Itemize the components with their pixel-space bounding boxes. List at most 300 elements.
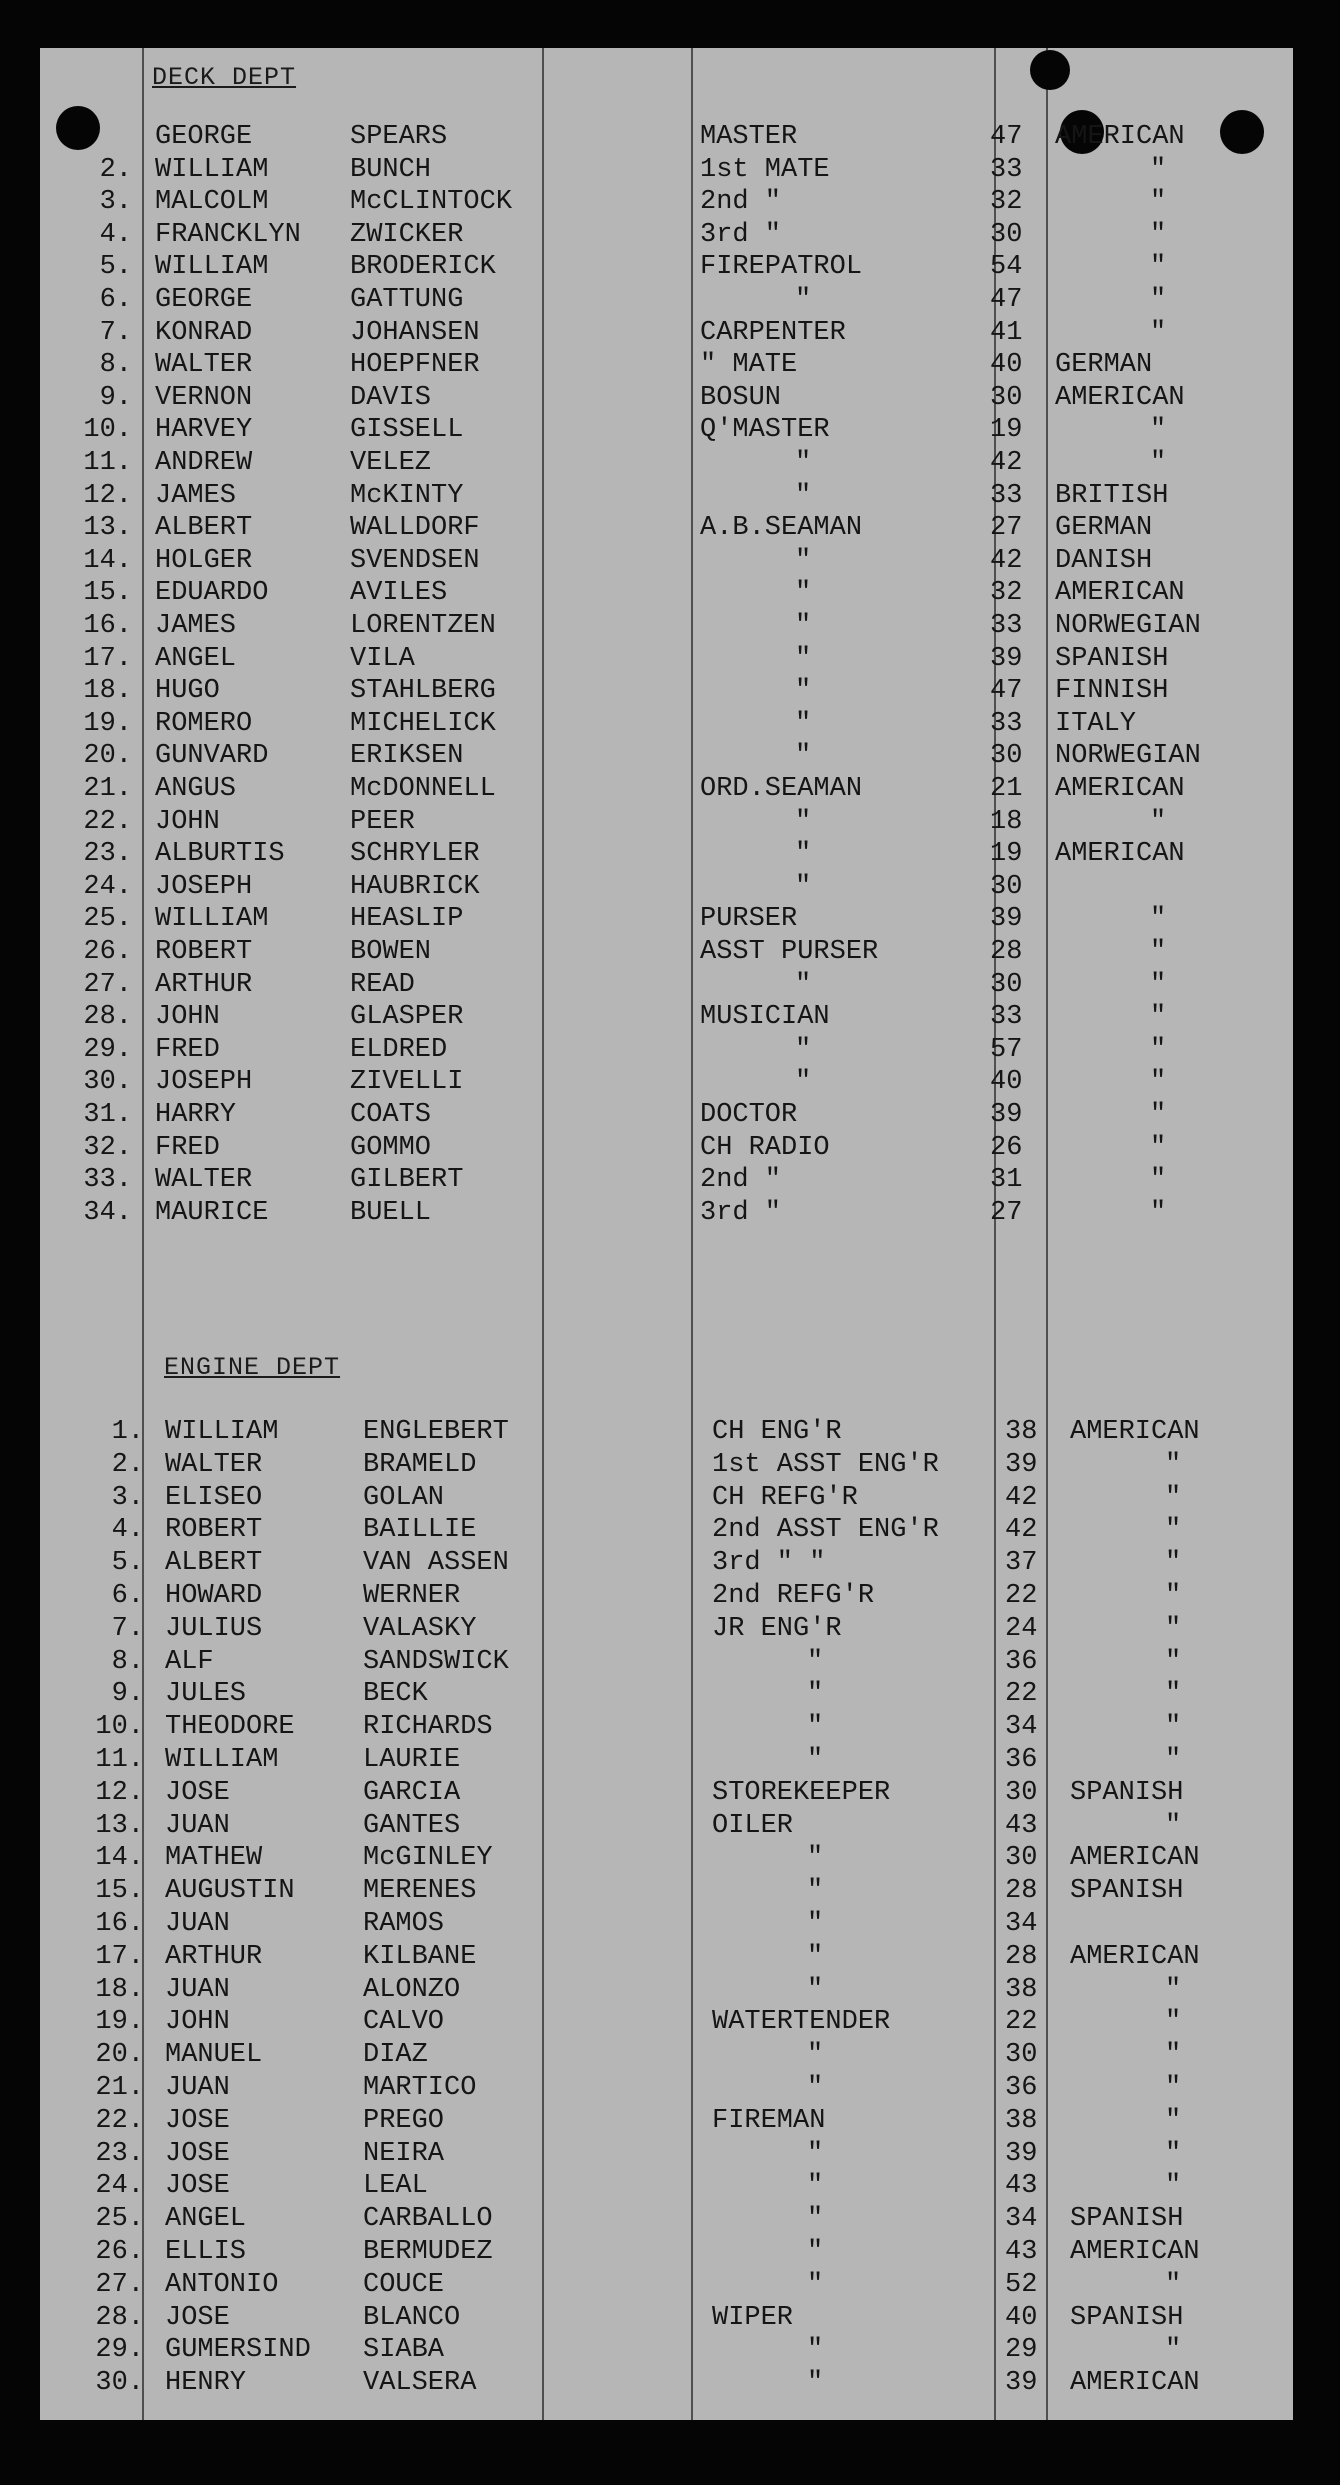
age: 39 xyxy=(1005,2138,1038,2169)
last-name: KILBANE xyxy=(363,1941,477,1972)
age: 33 xyxy=(990,611,1023,641)
last-name: McDONNELL xyxy=(350,774,496,804)
first-name: WILLIAM xyxy=(155,154,269,185)
age: 39 xyxy=(1005,2368,1038,2399)
rank: " xyxy=(807,2237,824,2267)
row-number: 5. xyxy=(99,252,132,283)
crew-row xyxy=(40,1066,1293,1099)
row-number: 21. xyxy=(83,774,132,804)
row-number: 30. xyxy=(83,1067,132,1098)
age: 26 xyxy=(990,1132,1023,1163)
first-name: GUMERSIND xyxy=(165,2335,311,2366)
rank: WATERTENDER xyxy=(712,2007,891,2038)
rank: PURSER xyxy=(700,904,798,935)
age: 30 xyxy=(990,219,1023,250)
rank: " xyxy=(807,2269,824,2300)
crew-row xyxy=(40,838,1293,871)
last-name: STAHLBERG xyxy=(350,676,496,707)
crew-row xyxy=(40,349,1293,382)
crew-row xyxy=(40,1842,1293,1875)
age: 43 xyxy=(1005,1810,1038,1841)
first-name: ROBERT xyxy=(165,1515,263,1546)
crew-row xyxy=(40,219,1293,252)
crew-row xyxy=(40,447,1293,480)
rank: " xyxy=(807,1941,824,1972)
age: 34 xyxy=(1005,1712,1038,1743)
crew-row xyxy=(40,675,1293,708)
nationality: " xyxy=(1150,1165,1167,1196)
crew-row xyxy=(40,2334,1293,2367)
age: 43 xyxy=(1005,2237,1038,2267)
first-name: HOWARD xyxy=(165,1581,263,1611)
row-number: 13. xyxy=(95,1810,144,1841)
age: 34 xyxy=(1005,1909,1038,1939)
rank: DOCTOR xyxy=(700,1100,798,1130)
row-number: 32. xyxy=(83,1132,132,1163)
rank: 2nd " xyxy=(700,187,782,218)
nationality: " xyxy=(1165,1515,1182,1546)
row-number: 10. xyxy=(83,415,132,446)
first-name: JOHN xyxy=(165,2007,230,2038)
first-name: MAURICE xyxy=(155,1197,269,1228)
row-number: 10. xyxy=(95,1712,144,1743)
age: 33 xyxy=(990,154,1023,185)
nationality: " xyxy=(1165,1646,1182,1677)
rank: 2nd REFG'R xyxy=(712,1581,875,1611)
first-name: JOSEPH xyxy=(155,871,253,902)
row-number: 25. xyxy=(83,904,132,935)
first-name: JOSE xyxy=(165,2138,230,2169)
row-number: 18. xyxy=(83,676,132,707)
nationality: " xyxy=(1150,969,1167,1000)
row-number: 34. xyxy=(83,1197,132,1228)
last-name: VAN ASSEN xyxy=(363,1548,509,1579)
last-name: SCHRYLER xyxy=(350,839,480,870)
last-name: CALVO xyxy=(363,2007,445,2038)
rank: " xyxy=(807,2040,824,2071)
first-name: JOSE xyxy=(165,2302,230,2333)
rank: " xyxy=(795,871,812,902)
age: 31 xyxy=(990,1165,1023,1196)
nationality: " xyxy=(1150,252,1167,283)
first-name: EDUARDO xyxy=(155,578,269,609)
rank: " xyxy=(807,2073,824,2103)
crew-row xyxy=(40,480,1293,513)
rank: 3rd " " xyxy=(712,1548,826,1579)
last-name: BUNCH xyxy=(350,154,432,185)
crew-row xyxy=(40,1678,1293,1711)
first-name: JUAN xyxy=(165,1810,230,1841)
row-number: 22. xyxy=(95,2105,144,2136)
first-name: WALTER xyxy=(165,1449,263,1480)
age: 38 xyxy=(1005,2105,1038,2136)
last-name: MERENES xyxy=(363,1876,477,1907)
crew-row xyxy=(40,1099,1293,1132)
age: 38 xyxy=(1005,1417,1038,1447)
nationality: " xyxy=(1150,187,1167,218)
age: 40 xyxy=(990,1067,1023,1098)
nationality: NORWEGIAN xyxy=(1055,611,1201,641)
first-name: WILLIAM xyxy=(165,1417,279,1447)
last-name: McGINLEY xyxy=(363,1843,493,1874)
last-name: CARBALLO xyxy=(363,2204,493,2235)
nationality: AMERICAN xyxy=(1055,774,1185,804)
last-name: MICHELICK xyxy=(350,708,496,739)
first-name: MATHEW xyxy=(165,1843,263,1874)
row-number: 9. xyxy=(111,1679,144,1710)
nationality: " xyxy=(1150,219,1167,250)
nationality: " xyxy=(1150,448,1167,478)
first-name: WALTER xyxy=(155,350,253,381)
crew-row xyxy=(40,871,1293,904)
first-name: ANGEL xyxy=(165,2204,247,2235)
rank: " xyxy=(807,1909,824,1939)
age: 42 xyxy=(1005,1515,1038,1546)
last-name: BRAMELD xyxy=(363,1449,477,1480)
row-number: 8. xyxy=(99,350,132,381)
row-number: 18. xyxy=(95,1974,144,2005)
crew-row xyxy=(40,1974,1293,2007)
age: 39 xyxy=(990,1100,1023,1130)
row-number: 33. xyxy=(83,1165,132,1196)
rank: CH REFG'R xyxy=(712,1482,858,1513)
last-name: BECK xyxy=(363,1679,428,1710)
nationality: NORWEGIAN xyxy=(1055,741,1201,772)
row-number: 9. xyxy=(99,382,132,413)
age: 37 xyxy=(1005,1548,1038,1579)
last-name: ELDRED xyxy=(350,1034,448,1065)
rank: 1st MATE xyxy=(700,154,830,185)
row-number: 14. xyxy=(83,545,132,576)
nationality: " xyxy=(1165,1810,1182,1841)
last-name: BRODERICK xyxy=(350,252,496,283)
crew-row xyxy=(40,2302,1293,2335)
rank: CARPENTER xyxy=(700,317,846,348)
first-name: ARTHUR xyxy=(165,1941,263,1972)
nationality: AMERICAN xyxy=(1070,1417,1200,1447)
age: 30 xyxy=(990,382,1023,413)
rank: 2nd " xyxy=(700,1165,782,1196)
crew-row xyxy=(40,284,1293,317)
nationality: " xyxy=(1165,1679,1182,1710)
row-number: 13. xyxy=(83,513,132,544)
age: 33 xyxy=(990,1002,1023,1033)
nationality: " xyxy=(1150,806,1167,837)
age: 22 xyxy=(1005,1679,1038,1710)
crew-row xyxy=(40,969,1293,1002)
nationality: SPANISH xyxy=(1070,2302,1184,2333)
age: 57 xyxy=(990,1034,1023,1065)
nationality: " xyxy=(1150,1002,1167,1033)
nationality: AMERICAN xyxy=(1070,2368,1200,2399)
rank: " xyxy=(795,741,812,772)
nationality: " xyxy=(1150,154,1167,185)
age: 19 xyxy=(990,415,1023,446)
crew-row xyxy=(40,1034,1293,1067)
rank: " xyxy=(807,1974,824,2005)
age: 40 xyxy=(990,350,1023,381)
last-name: PREGO xyxy=(363,2105,445,2136)
age: 29 xyxy=(1005,2335,1038,2366)
row-number: 19. xyxy=(95,2007,144,2038)
first-name: WALTER xyxy=(155,1165,253,1196)
row-number: 21. xyxy=(95,2073,144,2103)
crew-row xyxy=(40,708,1293,741)
crew-row xyxy=(40,1613,1293,1646)
crew-row xyxy=(40,1810,1293,1843)
nationality: " xyxy=(1165,1613,1182,1644)
crew-row xyxy=(40,2039,1293,2072)
crew-row xyxy=(40,2367,1293,2400)
nationality: " xyxy=(1165,2138,1182,2169)
first-name: ALBERT xyxy=(155,513,253,544)
last-name: MARTICO xyxy=(363,2073,477,2103)
last-name: GISSELL xyxy=(350,415,464,446)
row-number: 26. xyxy=(95,2237,144,2267)
row-number: 15. xyxy=(83,578,132,609)
rank: ORD.SEAMAN xyxy=(700,774,863,804)
punch-hole xyxy=(1030,50,1070,90)
row-number: 16. xyxy=(95,1909,144,1939)
first-name: JUAN xyxy=(165,1909,230,1939)
last-name: HEASLIP xyxy=(350,904,464,935)
age: 24 xyxy=(1005,1613,1038,1644)
row-number: 17. xyxy=(83,643,132,674)
row-number: 11. xyxy=(83,448,132,478)
first-name: JOHN xyxy=(155,1002,220,1033)
first-name: KONRAD xyxy=(155,317,253,348)
first-name: WILLIAM xyxy=(155,904,269,935)
crew-row xyxy=(40,1941,1293,1974)
rank: WIPER xyxy=(712,2302,794,2333)
crew-row xyxy=(40,806,1293,839)
row-number: 25. xyxy=(95,2204,144,2235)
crew-row xyxy=(40,512,1293,545)
age: 32 xyxy=(990,187,1023,218)
nationality: AMERICAN xyxy=(1055,578,1185,609)
age: 39 xyxy=(990,643,1023,674)
last-name: McKINTY xyxy=(350,480,464,511)
row-number: 7. xyxy=(99,317,132,348)
first-name: WILLIAM xyxy=(155,252,269,283)
nationality: " xyxy=(1165,2171,1182,2202)
first-name: JUAN xyxy=(165,2073,230,2103)
crew-row xyxy=(40,2006,1293,2039)
row-number: 6. xyxy=(99,285,132,315)
first-name: JULES xyxy=(165,1679,247,1710)
crew-row xyxy=(40,1514,1293,1547)
row-number: 26. xyxy=(83,937,132,967)
rank: " xyxy=(795,806,812,837)
last-name: LORENTZEN xyxy=(350,611,496,641)
row-number: 6. xyxy=(111,1581,144,1611)
last-name: COUCE xyxy=(363,2269,445,2300)
age: 30 xyxy=(990,871,1023,902)
nationality: " xyxy=(1150,285,1167,315)
age: 54 xyxy=(990,252,1023,283)
rank: " xyxy=(795,1067,812,1098)
rank: " xyxy=(795,578,812,609)
crew-row xyxy=(40,251,1293,284)
first-name: HUGO xyxy=(155,676,220,707)
age: 33 xyxy=(990,480,1023,511)
age: 36 xyxy=(1005,1745,1038,1775)
age: 40 xyxy=(1005,2302,1038,2333)
nationality: FINNISH xyxy=(1055,676,1169,707)
age: 18 xyxy=(990,806,1023,837)
crew-row xyxy=(40,1744,1293,1777)
rank: " xyxy=(795,1034,812,1065)
crew-row xyxy=(40,1164,1293,1197)
rank: " xyxy=(807,1646,824,1677)
row-number: 14. xyxy=(95,1843,144,1874)
crew-row xyxy=(40,2072,1293,2105)
crew-row xyxy=(40,1646,1293,1679)
last-name: LEAL xyxy=(363,2171,428,2202)
first-name: GEORGE xyxy=(155,285,253,315)
nationality: AMERICAN xyxy=(1055,122,1185,152)
last-name: COATS xyxy=(350,1100,432,1130)
crew-row xyxy=(40,936,1293,969)
crew-row xyxy=(40,1908,1293,1941)
last-name: SIABA xyxy=(363,2335,445,2366)
rank: " xyxy=(795,285,812,315)
crew-row xyxy=(40,1711,1293,1744)
age: 19 xyxy=(990,839,1023,870)
row-number: 12. xyxy=(95,1777,144,1808)
rank: 3rd " xyxy=(700,219,782,250)
row-number: 1. xyxy=(111,1417,144,1447)
crew-row xyxy=(40,186,1293,219)
crew-row xyxy=(40,1482,1293,1515)
row-number: 28. xyxy=(95,2302,144,2333)
last-name: ZWICKER xyxy=(350,219,464,250)
first-name: HOLGER xyxy=(155,545,253,576)
row-number: 31. xyxy=(83,1100,132,1130)
crew-row xyxy=(40,2170,1293,2203)
rank: A.B.SEAMAN xyxy=(700,513,863,544)
first-name: VERNON xyxy=(155,382,253,413)
first-name: ALBURTIS xyxy=(155,839,285,870)
age: 33 xyxy=(990,708,1023,739)
crew-row xyxy=(40,2236,1293,2269)
nationality: " xyxy=(1165,1581,1182,1611)
last-name: ZIVELLI xyxy=(350,1067,464,1098)
nationality: SPANISH xyxy=(1055,643,1169,674)
age: 52 xyxy=(1005,2269,1038,2300)
rank: " xyxy=(795,643,812,674)
nationality: GERMAN xyxy=(1055,350,1153,381)
first-name: ROMERO xyxy=(155,708,253,739)
nationality: " xyxy=(1165,2040,1182,2071)
crew-row xyxy=(40,2105,1293,2138)
last-name: SPEARS xyxy=(350,122,448,152)
row-number: 2. xyxy=(99,154,132,185)
crew-row xyxy=(40,382,1293,415)
row-number: 24. xyxy=(83,871,132,902)
row-number: 23. xyxy=(83,839,132,870)
row-number: 7. xyxy=(111,1613,144,1644)
rank: 2nd ASST ENG'R xyxy=(712,1515,939,1546)
rank: " xyxy=(795,708,812,739)
rank: BOSUN xyxy=(700,382,782,413)
rank: " xyxy=(807,1679,824,1710)
nationality: ITALY xyxy=(1055,708,1137,739)
rank: CH RADIO xyxy=(700,1132,830,1163)
first-name: GUNVARD xyxy=(155,741,269,772)
nationality: " xyxy=(1165,1974,1182,2005)
rank: " xyxy=(795,611,812,641)
rank: " xyxy=(807,1712,824,1743)
first-name: FRED xyxy=(155,1034,220,1065)
row-number: 5. xyxy=(111,1548,144,1579)
first-name: JOSE xyxy=(165,2171,230,2202)
crew-row xyxy=(40,2269,1293,2302)
last-name: VELEZ xyxy=(350,448,432,478)
last-name: BERMUDEZ xyxy=(363,2237,493,2267)
crew-row xyxy=(40,1449,1293,1482)
last-name: BUELL xyxy=(350,1197,432,1228)
crew-row xyxy=(40,1777,1293,1810)
row-number: 3. xyxy=(111,1482,144,1513)
nationality: " xyxy=(1150,317,1167,348)
nationality: " xyxy=(1150,1197,1167,1228)
last-name: WERNER xyxy=(363,1581,461,1611)
rank: " xyxy=(795,480,812,511)
first-name: JOHN xyxy=(155,806,220,837)
rank: MASTER xyxy=(700,122,798,152)
age: 28 xyxy=(1005,1941,1038,1972)
nationality: SPANISH xyxy=(1070,1777,1184,1808)
last-name: AVILES xyxy=(350,578,448,609)
crew-row xyxy=(40,1197,1293,1230)
last-name: READ xyxy=(350,969,415,1000)
row-number: 29. xyxy=(83,1034,132,1065)
rank: " xyxy=(795,839,812,870)
row-number: 29. xyxy=(95,2335,144,2366)
first-name: MALCOLM xyxy=(155,187,269,218)
crew-row xyxy=(40,1547,1293,1580)
first-name: JAMES xyxy=(155,480,237,511)
nationality: " xyxy=(1165,1482,1182,1513)
rank: " xyxy=(795,448,812,478)
nationality: " xyxy=(1150,415,1167,446)
first-name: ELLIS xyxy=(165,2237,247,2267)
nationality: " xyxy=(1150,1132,1167,1163)
row-number: 17. xyxy=(95,1941,144,1972)
crew-row xyxy=(40,1875,1293,1908)
crew-row xyxy=(40,2138,1293,2171)
nationality: AMERICAN xyxy=(1070,2237,1200,2267)
nationality: " xyxy=(1150,1034,1167,1065)
age: 41 xyxy=(990,317,1023,348)
row-number: 27. xyxy=(83,969,132,1000)
age: 47 xyxy=(990,122,1023,152)
rank: STOREKEEPER xyxy=(712,1777,891,1808)
row-number: 24. xyxy=(95,2171,144,2202)
crew-row xyxy=(40,121,1293,154)
first-name: ANTONIO xyxy=(165,2269,279,2300)
last-name: SANDSWICK xyxy=(363,1646,509,1677)
first-name: FRED xyxy=(155,1132,220,1163)
first-name: ROBERT xyxy=(155,937,253,967)
crew-row xyxy=(40,643,1293,676)
first-name: JOSE xyxy=(165,1777,230,1808)
rank: 1st ASST ENG'R xyxy=(712,1449,939,1480)
rank: MUSICIAN xyxy=(700,1002,830,1033)
last-name: DIAZ xyxy=(363,2040,428,2071)
crew-row xyxy=(40,414,1293,447)
